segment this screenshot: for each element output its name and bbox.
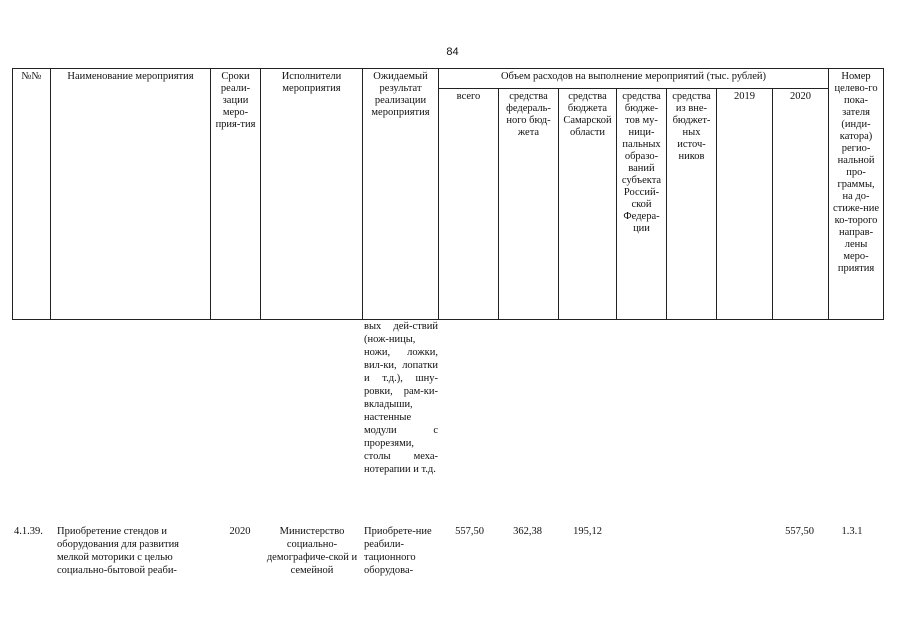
row-name: Приобретение стендов и оборудования для развития мелкой моторики с целью социально-бытовой реаби- xyxy=(57,526,180,576)
header-offbudget: средства из вне-бюджет-ных источ-ников xyxy=(667,89,717,320)
header-executors: Исполнители мероприятия xyxy=(261,69,363,320)
row-result: Приобрете-ние реабили-тационного оборудова- xyxy=(364,526,432,576)
header-term: Сроки реали-зации меро-прия-тия xyxy=(211,69,261,320)
header-2019: 2019 xyxy=(717,89,773,320)
header-2020: 2020 xyxy=(773,89,829,320)
row-2020: 557,50 xyxy=(785,526,814,537)
header-name: Наименование мероприятия xyxy=(51,69,211,320)
page-number: 84 xyxy=(446,46,459,58)
header-result: Ожидаемый результат реализации мероприятия xyxy=(363,69,439,320)
row-number: 4.1.39. xyxy=(14,526,43,537)
result-continuation: вых дей-ствий (нож-ницы, ножи, ложки, вил-ки, лопатки и т.д.), шну-ровки, рам-ки-вкладыши, настенные модули с прорезями, столы меха-нотерапии и т.д. xyxy=(364,321,438,475)
table-header xyxy=(12,68,884,320)
header-target: Номер целево-го пока-зателя (инди-катора) регио-нальной про-граммы, на до-стиже-ние ко-торого направ-лены меро-приятия xyxy=(829,69,884,320)
row-total: 557,50 xyxy=(455,526,484,537)
header-total: всего xyxy=(439,89,499,320)
row-executor: Министерство социально-демографиче-ской и семейной xyxy=(266,526,358,576)
row-target: 1.3.1 xyxy=(841,526,863,537)
row-regional: 195,12 xyxy=(573,526,602,537)
header-federal: средства федераль-ного бюд-жета xyxy=(499,89,559,320)
header-regional: средства бюджета Самарской области xyxy=(559,89,617,320)
header-costs: Объем расходов на выполнение мероприятий (тыс. рублей) xyxy=(439,69,829,89)
header-municipal: средства бюдже-тов му-ници-пальных образо-ваний субъекта Россий-ской Федера-ции xyxy=(617,89,667,320)
row-term: 2020 xyxy=(229,526,251,537)
row-federal: 362,38 xyxy=(513,526,542,537)
header-num: №№ xyxy=(13,69,51,320)
